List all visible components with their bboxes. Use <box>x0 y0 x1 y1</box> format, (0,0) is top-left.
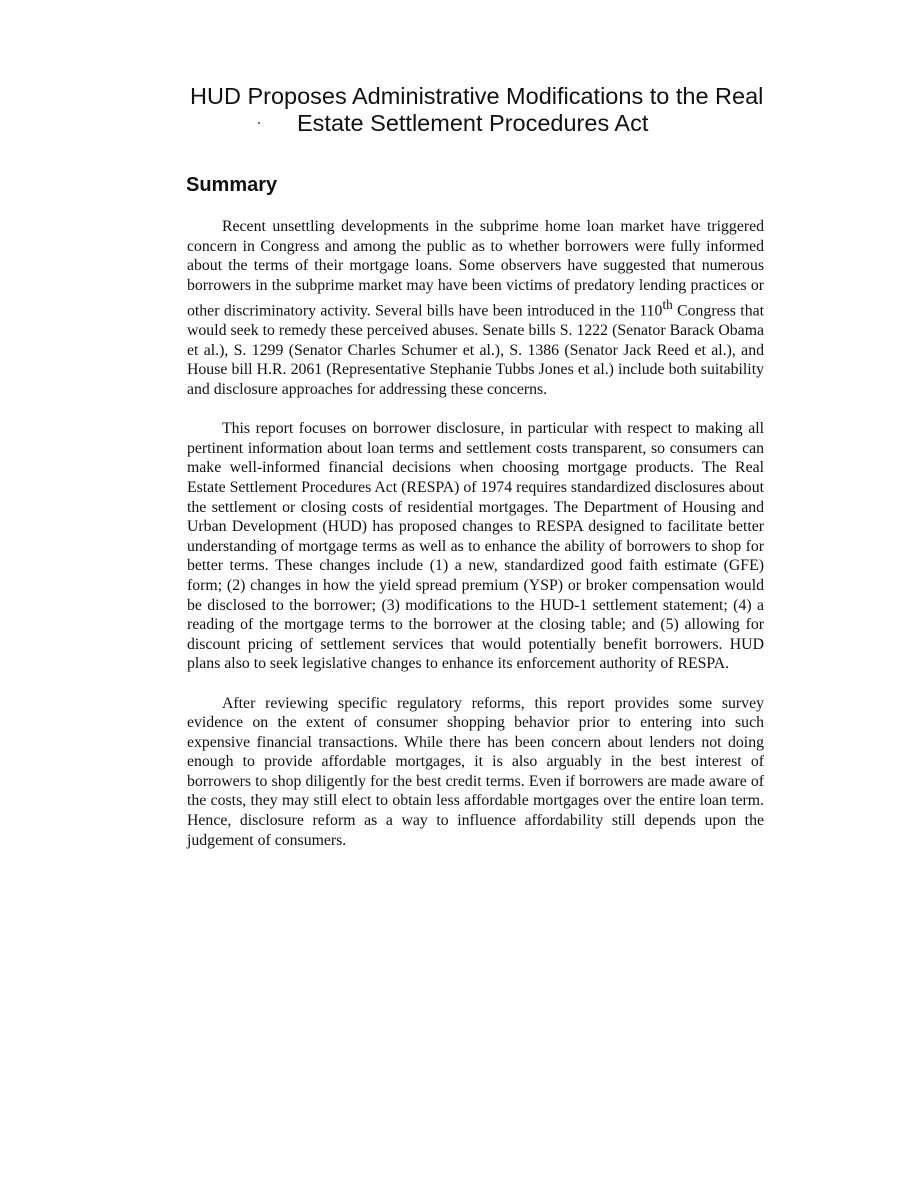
summary-paragraph-1 <box>187 217 764 400</box>
paragraph-1-text-end: Congress that would seek to remedy these perceived abuses. Senate bills S. 1222 (Senator Barack Obama et al.), S. 1299 (Senator Charles Schumer et al.), S. 1386 (Senator Jack Reed et al.), and House bill H.R. 2061 (Representative Stephanie Tubbs Jones et al.) include both suitability and disclosure approaches for addressing these concerns. <box>187 302 764 399</box>
document-title <box>186 83 776 137</box>
summary-paragraph-2: This report focuses on borrower disclosure, in particular with respect to making all pertinent information about loan terms and settlement costs transparent, so consumers can make well-informed financial decisions when choosing mortgage products. The Real Estate Settlement Procedures Act (RESPA) of 1974 requires standardized disclosures about the settlement or closing costs of residential mortgages. The Department of Housing and Urban Development (HUD) has proposed changes to RESPA designed to facilitate better understanding of mortgage terms as well as to enhance the ability of borrowers to shop for better terms. These changes include (1) a new, standardized good faith estimate (GFE) form; (2) changes in how the yield spread premium (YSP) or broker compensation would be disclosed to the borrower; (3) modifications to the HUD-1 settlement statement; (4) a reading of the mortgage terms to the borrower at the closing table; and (5) allowing for discount pricing of settlement services that would potentially benefit borrowers. HUD plans also to seek legislative changes to enhance its enforcement authority of RESPA. <box>187 420 764 673</box>
scan-speck-mark <box>258 122 260 124</box>
summary-body <box>187 217 764 870</box>
paragraph-1-text-start: Recent unsettling developments in the subprime home loan market have triggered concern in Congress and among the public as to whether borrowers were fully informed about the terms of their mortgage loans. Some observers have suggested that numerous borrowers in the subprime market may have been victims of predatory lending practices or other discriminatory activity. Several bills have been introduced in the 110 <box>187 218 764 320</box>
section-heading: Summary <box>186 174 278 196</box>
title-line-2: Estate Settlement Procedures Act <box>297 110 649 136</box>
title-line-1: HUD Proposes Administrative Modifications to the Real <box>190 83 764 109</box>
ordinal-superscript: th <box>662 297 673 313</box>
summary-paragraph-3: After reviewing specific regulatory reforms, this report provides some survey evidence on the extent of consumer shopping behavior prior to entering into such expensive financial transactions. While there has been concern about lenders not doing enough to provide affordable mortgages, it is also arguably in the best interest of borrowers to shop diligently for the best credit terms. Even if borrowers are made aware of the costs, they may still elect to obtain less affordable mortgages over the entire loan term. Hence, disclosure reform as a way to influence affordability still depends upon the judgement of consumers. <box>187 694 764 849</box>
